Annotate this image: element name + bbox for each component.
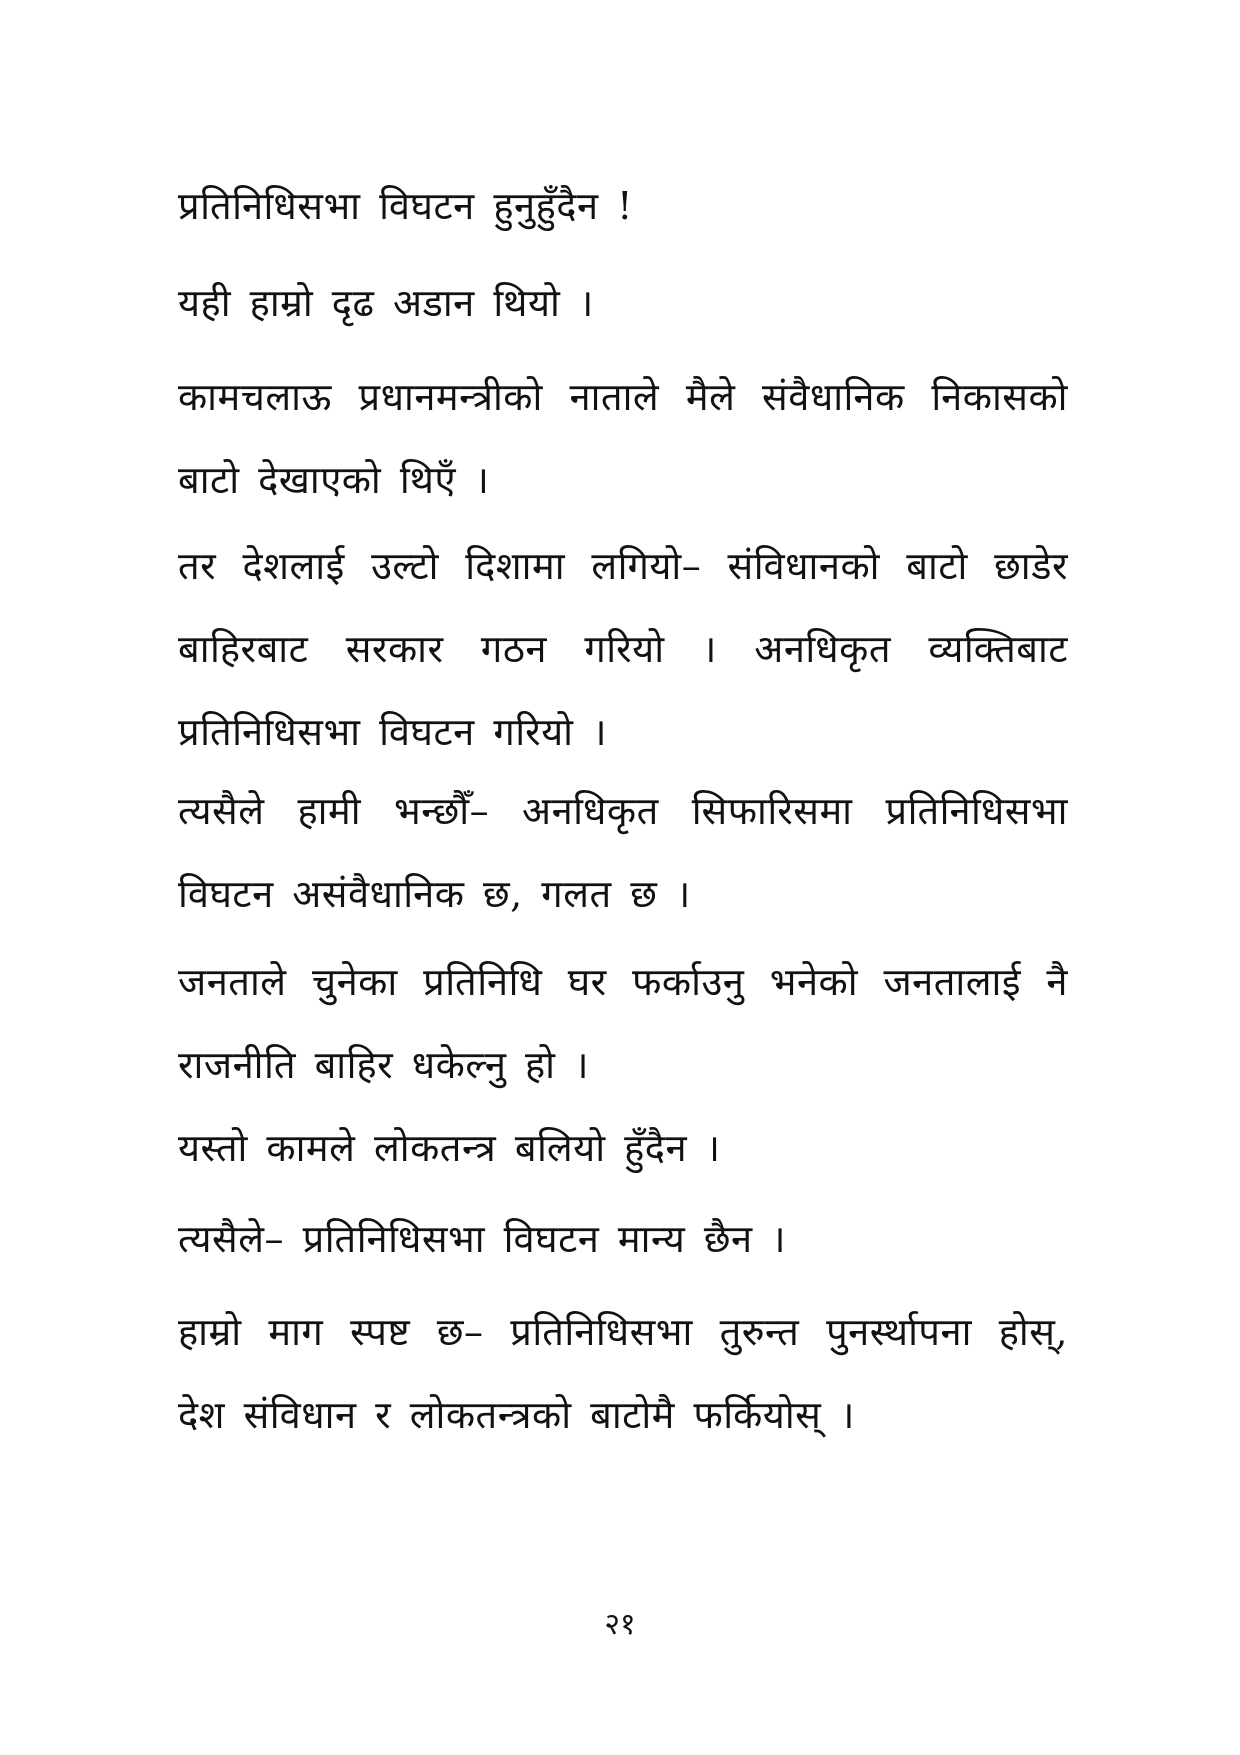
page-number: २१ bbox=[604, 1607, 636, 1642]
text-line: त्यसैले– प्रतिनिधिसभा विघटन मान्य छैन । bbox=[178, 1217, 787, 1261]
text-line: जनताले चुनेका प्रतिनिधि घर फर्काउनु भनेको जनतालाई नै bbox=[178, 960, 1068, 1004]
text-line: यही हाम्रो दृढ अडान थियो । bbox=[178, 281, 594, 325]
paragraph-7 bbox=[178, 1107, 1068, 1190]
paragraph-2 bbox=[178, 262, 1068, 345]
paragraph-9 bbox=[178, 1291, 1068, 1457]
paragraph-5 bbox=[178, 770, 1068, 936]
text-line: बाटो देखाएको थिएँ । bbox=[178, 458, 490, 502]
paragraph-4 bbox=[178, 525, 1068, 774]
text-line: तर देशलाई उल्टो दिशामा लगियो– संविधानको बाटो छाडेर bbox=[178, 544, 1068, 588]
text-line: बाहिरबाट सरकार गठन गरियो । अनधिकृत व्यक्तिबाट bbox=[178, 627, 1068, 671]
paragraph-3 bbox=[178, 356, 1068, 522]
text-line: यस्तो कामले लोकतन्त्र बलियो हुँदैन । bbox=[178, 1126, 721, 1170]
text-line: प्रतिनिधिसभा विघटन हुनुहुँदैन ! bbox=[178, 184, 633, 228]
text-line: त्यसैले हामी भन्छौँ– अनधिकृत सिफारिसमा प्रतिनिधिसभा bbox=[178, 789, 1068, 833]
text-line: कामचलाऊ प्रधानमन्त्रीको नाताले मैले संवैधानिक निकासको bbox=[178, 375, 1068, 419]
text-line: देश संविधान र लोकतन्त्रको बाटोमै फर्कियोस् । bbox=[178, 1393, 855, 1437]
paragraph-6 bbox=[178, 941, 1068, 1107]
paragraph-8 bbox=[178, 1198, 1068, 1281]
text-line: राजनीति बाहिर धकेल्नु हो । bbox=[178, 1043, 589, 1087]
paragraph-1 bbox=[178, 165, 1068, 248]
text-line: प्रतिनिधिसभा विघटन गरियो । bbox=[178, 710, 607, 754]
text-line: विघटन असंवैधानिक छ, गलत छ । bbox=[178, 872, 691, 916]
text-line: हाम्रो माग स्पष्ट छ– प्रतिनिधिसभा तुरुन्त पुनर्स्थापना होस्, bbox=[178, 1310, 1068, 1354]
